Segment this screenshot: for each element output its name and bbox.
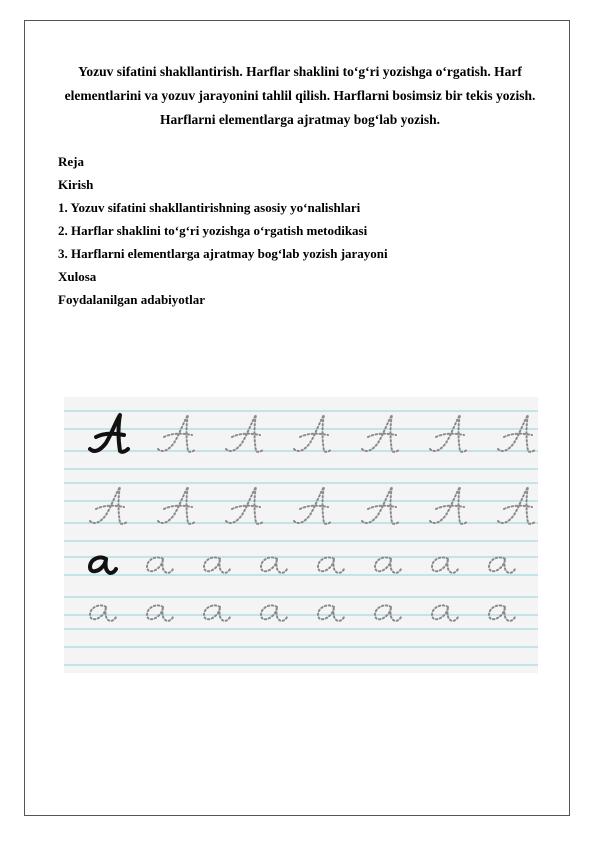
tracing-letter <box>90 487 128 524</box>
tracing-letter <box>158 415 196 452</box>
plan-heading: Reja <box>58 154 84 169</box>
model-letter <box>90 415 128 452</box>
tracing-letter <box>294 415 332 452</box>
document-title <box>40 60 560 132</box>
tracing-letter <box>318 557 344 573</box>
handwriting-worksheet-image <box>64 397 538 673</box>
tracing-letter <box>432 605 458 621</box>
tracing-letter <box>147 605 173 621</box>
tracing-letter <box>261 605 287 621</box>
plan-section <box>58 150 388 311</box>
tracing-letter <box>362 415 400 452</box>
tracing-letter <box>147 557 173 573</box>
title-line-1: Yozuv sifatini shakllantirish. Harflar shaklini to‘g‘ri yozishga o‘rgatish. Harf <box>78 64 522 79</box>
tracing-letter <box>375 605 401 621</box>
tracing-letter <box>226 415 264 452</box>
title-line-2: elementlarini va yozuv jarayonini tahlil qilish. Harflarni bosimsiz bir tekis yozish. <box>64 88 536 103</box>
tracing-letter <box>430 415 468 452</box>
plan-item-conclusion: Xulosa <box>58 269 97 284</box>
tracing-letter <box>294 487 332 524</box>
tracing-letter <box>204 605 230 621</box>
tracing-letter <box>318 605 344 621</box>
tracing-letter <box>489 605 515 621</box>
title-line-3: Harflarni elementlarga ajratmay bog‘lab yozish. <box>159 112 441 127</box>
plan-item-1: 1. Yozuv sifatini shakllantirishning asosiy yo‘nalishlari <box>58 200 361 215</box>
tracing-letter <box>489 557 515 573</box>
tracing-letter <box>432 557 458 573</box>
tracing-letter <box>498 415 536 452</box>
plan-item-introduction: Kirish <box>58 177 94 192</box>
worksheet-drawing <box>64 397 538 673</box>
tracing-letter <box>375 557 401 573</box>
tracing-letter <box>226 487 264 524</box>
tracing-letter <box>498 487 536 524</box>
tracing-letter <box>362 487 400 524</box>
tracing-letter <box>204 557 230 573</box>
plan-item-references: Foydalanilgan adabiyotlar <box>58 292 205 307</box>
plan-item-3: 3. Harflarni elementlarga ajratmay bog‘lab yozish jarayoni <box>58 246 388 261</box>
tracing-letter <box>90 605 116 621</box>
tracing-letter <box>261 557 287 573</box>
plan-item-2: 2. Harflar shaklini to‘g‘ri yozishga o‘rgatish metodikasi <box>58 223 368 238</box>
tracing-letter <box>430 487 468 524</box>
model-letter <box>90 557 116 573</box>
tracing-letter <box>158 487 196 524</box>
